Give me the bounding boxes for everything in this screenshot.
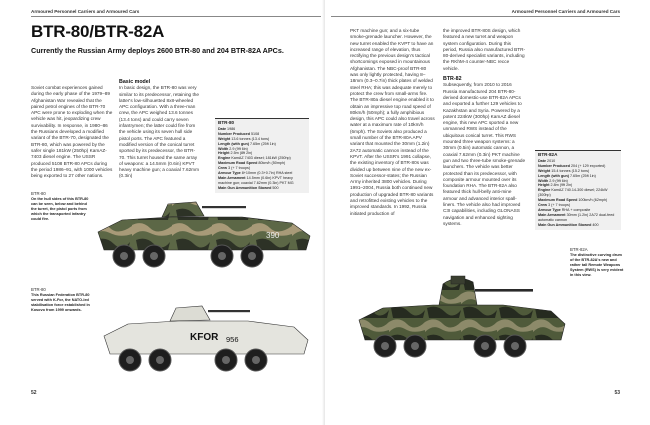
- page-subtitle: Currently the Russian Army deploys 2600 BTR-80 and 204 BTR-82A APCs.: [31, 46, 284, 55]
- spec-label: Width: [538, 178, 549, 183]
- spec-label: Height: [218, 151, 230, 156]
- kfor-marking: KFOR: [190, 332, 219, 343]
- caption-top: [31, 192, 93, 221]
- caption-bottom: [31, 288, 93, 313]
- spec-value: 13.6 tonnes (13.4 tons): [231, 136, 270, 141]
- body-paragraph: Subsequently, from 2010 to 2016 Russia manufactured 204 BTR-80-derived domestic-use BTR-82A APCs and exported a further 129 vehicles to Kazakhstan and Syria. Powered by a potent 224kW (300hp) KamAZ diesel engine, this new APC sported a new unmanned RWS instead of the ubiquitous conical turret. This RWS mounted three weapon systems: a 30mm (0.5in) automatic cannon, a coaxial 7.62mm (0.3in) PKT machine gun and two three-tube smoke-grenade launchers. The vehicle was better protected than its predecessor, with composite armour mounted over its foundation RHA. The BTR-82A also featured thick hull-belly anti-mine armour and advanced interior spall-liners. The vehicle also had improved C3I capabilities, including GLONASS navigation and enhanced sighting systems.: [443, 82, 526, 226]
- caption-text: On the hull sides of this BTR-80 can be seen, below and behind the turret, the pistol ports from which the transported infantry could fire.: [31, 196, 89, 221]
- header-rule: [31, 16, 321, 17]
- caption-right: [570, 248, 626, 277]
- page-title: BTR-80/BTR-82A: [31, 22, 165, 41]
- spec-row: [538, 213, 618, 223]
- spec-label: Main Armament: [218, 175, 246, 180]
- page-number-left: 52: [31, 390, 37, 396]
- section-heading: Basic model: [119, 79, 151, 85]
- spec-value: 2.9 (9ft 6in): [549, 178, 568, 183]
- spec-label: Crew: [218, 166, 228, 171]
- spec-box-btr82a: [535, 150, 621, 230]
- spec-value: 3 (+ 7 troops): [228, 166, 251, 171]
- caption-title: BTR-80: [31, 191, 46, 196]
- spec-label: Length (with gun): [218, 141, 249, 146]
- spec-value: 14.5mm (0.6in) KPVT heavy machine gun; coaxial 7.62mm (0.3in) PKT MG: [218, 175, 294, 185]
- spec-label: Engine: [538, 188, 551, 193]
- spec-value: 2.9 (9ft 6in): [229, 146, 248, 151]
- running-head-right: Armoured Personnel Carriers and Armoured Cars: [511, 9, 620, 14]
- text-column-4: [443, 28, 526, 227]
- vehicle-number: 956: [226, 335, 239, 344]
- spec-label: Main Armament: [538, 212, 566, 217]
- btr80-camo-illustration: [92, 190, 317, 278]
- spec-row: [538, 188, 618, 198]
- spec-value: 2010: [547, 158, 556, 163]
- spec-label: Weight: [218, 136, 231, 141]
- spec-value: 2.5m (8ft 2in): [230, 151, 253, 156]
- spec-value: 5108: [251, 131, 260, 136]
- running-head-left: Armoured Personnel Carriers and Armoured Cars: [31, 9, 140, 14]
- spec-value: 7.65m (25ft 1in): [569, 173, 596, 178]
- caption-text: This Russian Federation BTR-80 served with K-For, the NATO-led stabilisation force established in Kosovo from 1999 onwards.: [31, 292, 90, 312]
- spec-label: Length (with gun): [538, 173, 569, 178]
- spec-value: KamAZ 7403 diesel; 181kW (250hp): [231, 156, 291, 161]
- spec-box-heading: BTR-82A: [538, 152, 558, 157]
- spec-label: Date: [218, 126, 226, 131]
- spec-label: Number Produced: [218, 131, 250, 136]
- caption-title: BTR-82A: [570, 247, 588, 252]
- spec-label: Armour Type: [218, 171, 241, 176]
- spec-value: RHA + composite: [561, 207, 591, 212]
- spec-label: Maximum Road Speed: [218, 161, 258, 166]
- spec-value: 30mm (1.2in) 2A72 dual-feed automatic cannon: [538, 212, 615, 222]
- spec-value: 204 (+ 129 exported): [571, 163, 606, 168]
- spec-value: KamAZ 740.14-300 diesel; 224kW (300hp): [538, 188, 608, 198]
- spec-value: 7.65m (25ft 1in): [249, 141, 276, 146]
- body-paragraph: the improved BTR-80S design, which featured a new turret and weapon system configuration. During this period, Russia also manufactured BTR-80-derived specialist variants, including the RKhM-4 counter-NBC recce vehicle.: [443, 28, 526, 71]
- spec-label: Number Produced: [538, 163, 570, 168]
- text-column-3: [350, 28, 435, 217]
- spec-value: 100km/h (62mph): [578, 198, 608, 203]
- spec-label: Height: [538, 183, 550, 188]
- page-number-right: 53: [614, 390, 620, 396]
- spec-value: 3 (+ 7 troops): [548, 203, 571, 208]
- caption-title: BTR-80: [31, 287, 46, 292]
- spec-label: Armour Type: [538, 207, 561, 212]
- text-column-1: [31, 85, 113, 179]
- body-paragraph: Soviet combat experiences gained during the early phase of the 1979–89 Afghanistan War revealed that the paired petrol engines of the BTR-70 APC were prone to exploding when the vehicle was hit, jeopardizing crew survivability. In response, in 1980–86 the Russians developed a modified variant of the BTR-70, designated the BTR-80, which was powered by the safer single 181kW (250hp) KamAZ-7403 diesel engine. The USSR produced 5108 BTR-80 APCs during the period 1986–91, with 1000 vehicles being exported to 27 other nations.: [31, 85, 113, 179]
- text-column-2: [119, 79, 201, 180]
- spec-label: Engine: [218, 156, 231, 161]
- spec-label: Main Gun Ammunition Stowed: [218, 185, 272, 190]
- spec-row: [538, 223, 618, 228]
- caption-text: The distinctive curving drum of the BTR-82A's new and rather tall Remote Weapons System (RWS) is very evident in this view.: [570, 252, 624, 277]
- spec-value: 1986: [227, 126, 236, 131]
- spec-value: 500: [272, 185, 279, 190]
- spec-label: Width: [218, 146, 229, 151]
- spec-value: 80km/h (50mph): [258, 161, 286, 166]
- spec-label: Date: [538, 158, 546, 163]
- header-rule: [331, 16, 620, 17]
- spec-value: 15.4 tonnes (15.2 tons): [551, 168, 590, 173]
- spec-label: Crew: [538, 203, 548, 208]
- spec-value: 2.8m (9ft 2in): [550, 183, 573, 188]
- vehicle-marking: 390: [266, 231, 280, 240]
- right-page: [325, 0, 650, 425]
- btr80-kfor-illustration: [98, 292, 313, 380]
- spec-label: Weight: [538, 168, 551, 173]
- spec-box-btr80: [215, 118, 309, 193]
- spec-row: [218, 176, 306, 186]
- spec-label: Main Gun Ammunition Stowed: [538, 222, 592, 227]
- spec-box-heading: BTR-80: [218, 120, 235, 125]
- spec-value: 400: [592, 222, 599, 227]
- btr82a-illustration: [353, 262, 568, 377]
- spec-value: 8+10mm (0.3+0.7in) RHA steel: [241, 171, 293, 176]
- body-paragraph: In basic design, the BTR-80 was very similar to its predecessor, retaining the latter's low-silhouetted 8x8-wheeled APC configuration. With a three-man crew, the APC weighed 13.6 tonnes (13.4 tons) and could carry seven infantrymen; the latter could fire from the vehicle using its seven hull side pistol ports. The APC featured a modified version of the conical turret sported by its predecessor, the BTR-70. This turret housed the same array of weapons: a 14.5mm (0.6in) KPVT heavy machine gun; a coaxial 7.62mm (0.3in): [119, 85, 199, 179]
- spec-label: Maximum Road Speed: [538, 198, 578, 203]
- section-heading: BTR-82: [443, 76, 462, 83]
- body-paragraph: PKT machine gun; and a six-tube smoke-grenade launcher. However, the new turret enabled the KVPT to have an increased range of elevation, thus rectifying the previous design's tactical shortcomings exposed in mountainous Afghanistan. The NBC-proof BTR-80 was only lightly protected, having 8–18mm (0.3–0.7in) thick plates of welded steel RHA; this was adequate merely to protect the crew from small-arms fire. The BTR-80a diesel engine enabled it to obtain an impressive top road speed of 80km/h (50mph); a fully amphibious design, this APC could also travel across water at a maximum rate of 10km/h (6mph). The Soviets also produced a small number of the BTR-80A APV variant that mounted the 30mm (1.2in) 2A72 automatic cannon instead of the KPVT. After the USSR's 1991 collapse, the existing inventory of BTR-80s was divided up between nine of the new ex-Soviet successor-states; the Russian Army inherited 3800 vehicles. During 1991–2004, Russia both continued new production of upgraded BTR-80 variants and retrofitted existing vehicles to the improved standards. In 1992, Russia initiated production of: [350, 28, 435, 216]
